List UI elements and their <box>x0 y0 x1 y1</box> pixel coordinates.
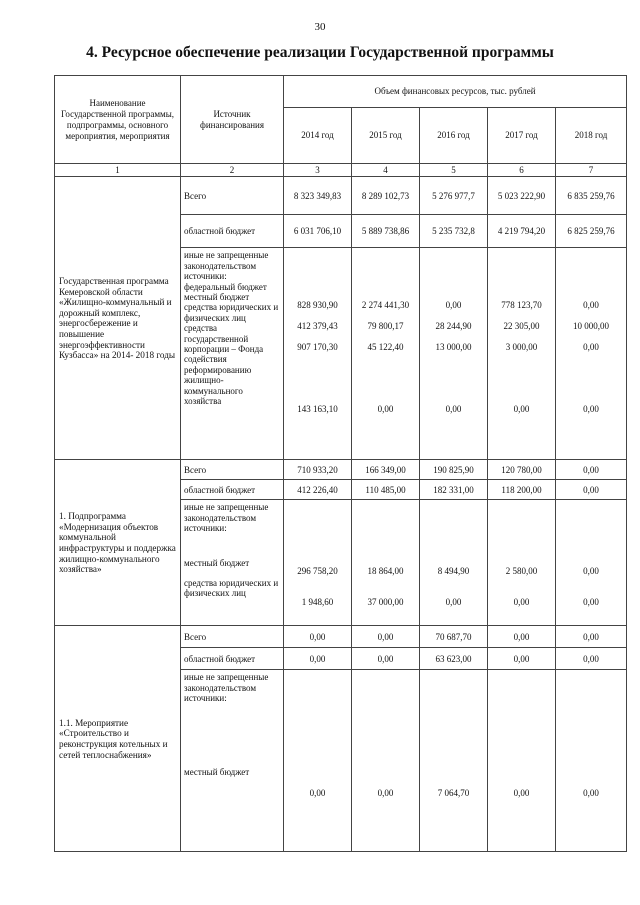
source-label: иные не запрещенные законодательством источники: федеральный бюджет местный бюджет средства юридических и физических лиц средства государственной корпорации – Фонда содействия реформированию жилищно-коммунального хозяйства <box>181 248 284 460</box>
col-number: 7 <box>556 164 627 177</box>
value-cell: 5 235 732,8 <box>420 215 488 248</box>
federal-value: 0,00 <box>445 300 462 311</box>
value-cell: 8 323 349,83 <box>284 177 352 215</box>
value-cell <box>420 500 488 626</box>
col-number: 4 <box>352 164 420 177</box>
value-cell <box>488 248 556 460</box>
local-value: 8 494,90 <box>437 566 470 577</box>
value-cell: 0,00 <box>352 670 420 852</box>
programme-name: Государственная программа Кемеровской области «Жилищно-коммунальный и дорожный комплекс, энергосбережение и повышение энергоэффективности Кузбасса» на 2014- 2018 годы <box>55 177 181 460</box>
header-source-col: Источник финансирования <box>181 76 284 164</box>
source-label: Всего <box>181 460 284 480</box>
value-cell <box>420 248 488 460</box>
federal-value: 0,00 <box>583 300 599 311</box>
federal-value: 828 930,90 <box>297 300 338 311</box>
local-value: 296 758,20 <box>297 566 338 577</box>
measure-name: 1.1. Мероприятие «Строительство и реконструкция котельных и сетей теплоснабжения» <box>55 626 181 852</box>
local-value: 79 800,17 <box>367 320 404 331</box>
legal-value: 0,00 <box>513 596 530 607</box>
local-budget-label: местный бюджет <box>184 557 250 568</box>
table-row <box>55 626 627 648</box>
value-cell: 5 889 738,86 <box>352 215 420 248</box>
fund-value: 0,00 <box>445 403 462 414</box>
value-cell: 182 331,00 <box>420 480 488 500</box>
federal-value: 778 123,70 <box>501 300 542 311</box>
value-cell: 8 289 102,73 <box>352 177 420 215</box>
value-cell: 4 219 794,20 <box>488 215 556 248</box>
value-cell: 110 485,00 <box>352 480 420 500</box>
legal-value: 3 000,00 <box>505 342 538 353</box>
value-cell: 0,00 <box>284 626 352 648</box>
value-cell: 5 023 222,90 <box>488 177 556 215</box>
value-cell: 412 226,40 <box>284 480 352 500</box>
value-cell: 0,00 <box>556 460 627 480</box>
value-cell: 710 933,20 <box>284 460 352 480</box>
local-value: 10 000,00 <box>573 320 610 331</box>
legal-value: 907 170,30 <box>297 342 338 353</box>
local-value: 0,00 <box>583 566 599 577</box>
col-number: 6 <box>488 164 556 177</box>
col-number: 1 <box>55 164 181 177</box>
value-cell: 0,00 <box>556 670 627 852</box>
value-cell <box>352 248 420 460</box>
other-sources-label: иные не запрещенные законодательством источники: <box>184 502 269 534</box>
source-label: областной бюджет <box>181 480 284 500</box>
value-cell <box>488 500 556 626</box>
legal-value: 37 000,00 <box>367 596 404 607</box>
value-cell <box>284 248 352 460</box>
header-year: 2016 год <box>420 108 488 164</box>
value-cell: 0,00 <box>488 648 556 670</box>
header-year: 2015 год <box>352 108 420 164</box>
page-number: 30 <box>314 21 326 33</box>
source-label <box>181 500 284 626</box>
value-cell <box>352 500 420 626</box>
local-value: 22 305,00 <box>503 320 540 331</box>
source-label: Всего <box>181 626 284 648</box>
source-label: областной бюджет <box>181 648 284 670</box>
table-row <box>55 460 627 480</box>
value-cell: 190 825,90 <box>420 460 488 480</box>
value-cell <box>556 248 627 460</box>
legal-value: 1 948,60 <box>301 596 334 607</box>
fund-value: 0,00 <box>583 403 599 414</box>
header-year: 2017 год <box>488 108 556 164</box>
value-cell: 0,00 <box>488 626 556 648</box>
local-budget-label: местный бюджет <box>184 766 250 777</box>
header-volume-col: Объем финансовых ресурсов, тыс. рублей <box>284 76 627 108</box>
value-cell: 0,00 <box>556 626 627 648</box>
header-year: 2018 год <box>556 108 627 164</box>
legal-value: 0,00 <box>445 596 462 607</box>
header-name-col: Наименование Государственной программы, подпрограммы, основного мероприятия, мероприятия <box>55 76 181 164</box>
legal-entities-label: средства юридических и физических лиц <box>184 578 279 599</box>
col-number: 5 <box>420 164 488 177</box>
table-row <box>55 177 627 215</box>
value-cell: 6 835 259,76 <box>556 177 627 215</box>
page-title: 4. Ресурсное обеспечение реализации Государственной программы <box>86 44 554 61</box>
source-label: Всего <box>181 177 284 215</box>
value-cell: 5 276 977,7 <box>420 177 488 215</box>
value-cell: 118 200,00 <box>488 480 556 500</box>
value-cell: 0,00 <box>488 670 556 852</box>
value-cell: 63 623,00 <box>420 648 488 670</box>
value-cell: 6 825 259,76 <box>556 215 627 248</box>
value-cell: 0,00 <box>284 670 352 852</box>
legal-value: 0,00 <box>583 596 599 607</box>
subprogramme-name: 1. Подпрограмма «Модернизация объектов коммунальной инфраструктуры и поддержка жилищно-коммунального хозяйства» <box>55 460 181 626</box>
value-cell <box>284 500 352 626</box>
value-cell: 6 031 706,10 <box>284 215 352 248</box>
value-cell: 0,00 <box>556 480 627 500</box>
source-label <box>181 670 284 852</box>
local-value: 28 244,90 <box>435 320 472 331</box>
value-cell: 166 349,00 <box>352 460 420 480</box>
fund-value: 0,00 <box>377 403 394 414</box>
value-cell: 70 687,70 <box>420 626 488 648</box>
value-cell <box>556 500 627 626</box>
value-cell: 0,00 <box>352 626 420 648</box>
col-number: 3 <box>284 164 352 177</box>
local-value: 18 864,00 <box>367 566 404 577</box>
value-cell: 7 064,70 <box>420 670 488 852</box>
fund-value: 0,00 <box>513 403 530 414</box>
header-year: 2014 год <box>284 108 352 164</box>
other-sources-label: иные не запрещенные законодательством источники: <box>184 672 269 704</box>
value-cell: 120 780,00 <box>488 460 556 480</box>
legal-value: 13 000,00 <box>435 342 472 353</box>
local-value: 2 580,00 <box>505 566 538 577</box>
source-label: областной бюджет <box>181 215 284 248</box>
legal-value: 45 122,40 <box>367 342 404 353</box>
value-cell: 0,00 <box>352 648 420 670</box>
col-number: 2 <box>181 164 284 177</box>
value-cell: 0,00 <box>556 648 627 670</box>
fund-value: 143 163,10 <box>297 403 338 414</box>
resources-table <box>54 75 627 852</box>
federal-value: 2 274 441,30 <box>361 300 410 311</box>
local-value: 412 379,43 <box>297 320 338 331</box>
value-cell: 0,00 <box>284 648 352 670</box>
legal-value: 0,00 <box>583 342 599 353</box>
